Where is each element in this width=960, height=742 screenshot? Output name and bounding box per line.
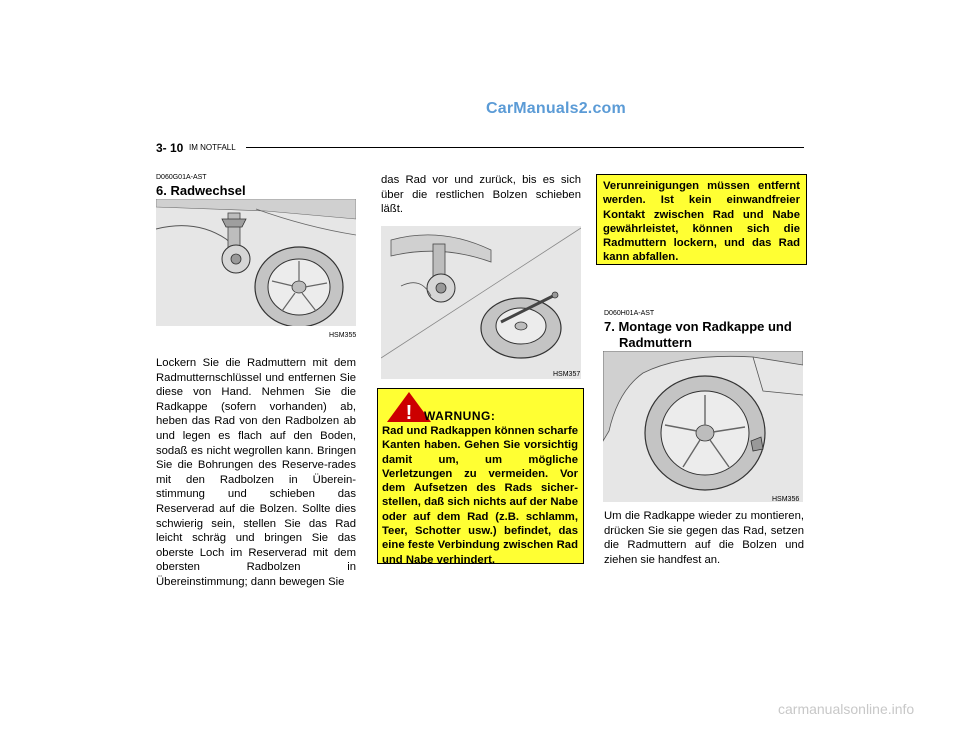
continuation-text: das Rad vor und zurück, bis es sich über die restlichen Bolzen schieben läßt. (381, 174, 581, 216)
section-code: D060H01A-AST (604, 310, 655, 317)
chapter-title: IM NOTFALL (189, 143, 236, 152)
section-code: D060G01A-AST (156, 174, 207, 181)
wheel-change-instructions: Lockern Sie die Radmuttern mit dem Radmutternschlüssel und entfernen Sie diese von Hand. Nehmen Sie die Radkappe (sofern vorhanden) ab, heben das Rad von den Radbolzen ab und legen es flach auf den Boden, sodaß es nicht wegrollen kann. Bringen Sie die Bohrungen des Reserve-rades mit den Radbolzen in Überein-stimmung und schieben das Reserverad auf die Bolzen. Sollte dies schwierig sein, stellen Sie das Rad leicht schräg und bringen Sie das oberste Loch im Reserverad mit dem obersten Radbolzen in Übereinstimmung; dann bewegen Sie (156, 357, 356, 588)
notice-box (596, 174, 807, 265)
warning-symbol: ! (405, 402, 413, 423)
warning-box (377, 388, 584, 564)
footer-watermark: carmanualsonline.info (778, 701, 915, 717)
warning-title: WARNUNG: (424, 409, 496, 423)
page-number: 3- 10 (156, 141, 184, 155)
wheel-removal-illustration (156, 199, 356, 326)
figure-label: HSM357 (553, 371, 581, 378)
figure-label: HSM356 (772, 496, 800, 503)
spare-wheel-mounting-illustration (381, 226, 581, 379)
notice-text: Verunreinigungen müssen entfernt werden. Ist kein einwandfreier Kontakt zwischen Rad und Nabe gewährleistet, können sich die Radmuttern lockern, und das Rad kann abfallen. (603, 180, 800, 264)
section-heading: 7. Montage von Radkappe und (604, 319, 792, 334)
brand-watermark: CarManuals2.com (486, 100, 626, 117)
header-rule (246, 147, 804, 148)
section-heading-continued: Radmuttern (619, 335, 692, 350)
section-heading: 6. Radwechsel (156, 183, 246, 198)
mounting-instructions: Um die Radkappe wieder zu montieren, drücken Sie sie gegen das Rad, setzen die Radmuttern auf die Bolzen und ziehen sie handfest an. (604, 510, 804, 566)
figure-label: HSM355 (329, 332, 357, 339)
warning-text: Rad und Radkappen können scharfe Kanten haben. Gehen Sie vorsichtig damit um, um mögliche Verletzungen zu vermeiden. Vor dem Aufsetzen des Rads sicher-stellen, daß sich nichts auf der Nabe oder auf dem Rad (z.B. schlamm, Teer, Schotter usw.) befindet, das eine feste Verbindung zwischen Rad und Nabe verhindert. (382, 425, 578, 566)
hubcap-mounting-illustration (603, 351, 803, 502)
